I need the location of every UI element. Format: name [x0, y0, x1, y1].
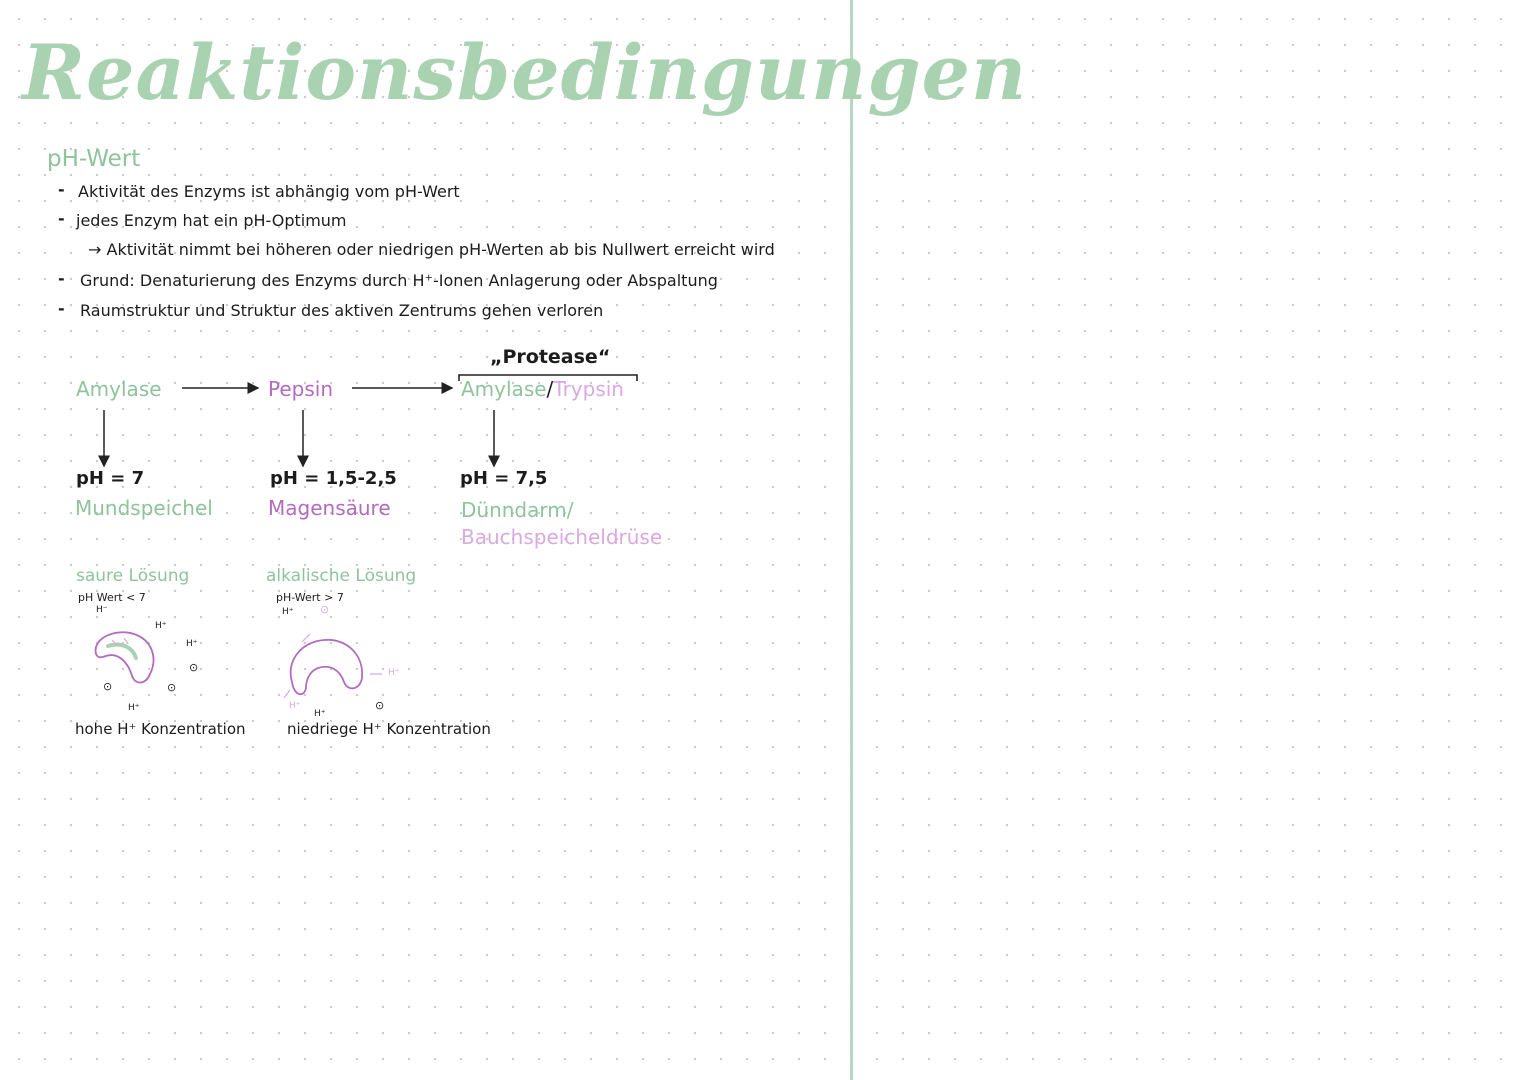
- protease-label: „Protease“: [490, 346, 611, 368]
- enzyme-amylase-trypsin: [461, 377, 624, 401]
- ph-value-amylase: pH = 7: [76, 468, 145, 489]
- enzyme-shape-icon: [282, 634, 392, 706]
- bullet-text: Aktivität des Enzyms ist abhängig vom pH-Wert: [78, 182, 460, 201]
- ion-label: H⁺: [314, 709, 326, 719]
- ph-value-trypsin: pH = 7,5: [460, 468, 548, 489]
- ion-label: H⁺: [388, 668, 400, 678]
- bullet-marker: -: [58, 269, 65, 288]
- ion-label: H⁺: [155, 621, 167, 631]
- page-title: Reaktionsbedingungen: [22, 28, 1028, 117]
- ion-label: H⁺: [186, 639, 198, 649]
- enzyme-pepsin: Pepsin: [268, 377, 333, 401]
- acid-caption: hohe H⁺ Konzentration: [75, 720, 246, 738]
- bullet-text: jedes Enzym hat ein pH-Optimum: [76, 211, 347, 230]
- alkaline-solution-heading: alkalische Lösung: [266, 566, 417, 586]
- bullet-text: Grund: Denaturierung des Enzyms durch H⁺-Ionen Anlagerung oder Abspaltung: [80, 271, 718, 290]
- charge-icon: ⊙: [320, 603, 330, 616]
- bullet-text: Raumstruktur und Struktur des aktiven Zentrums gehen verloren: [80, 301, 604, 320]
- charge-icon: ⊙: [375, 699, 385, 712]
- enzyme-amylase-2: Amylase: [461, 377, 547, 401]
- enzyme-trypsin: Trypsin: [553, 377, 624, 401]
- section-heading: pH-Wert: [47, 146, 141, 172]
- ion-label: H⁺: [289, 701, 301, 711]
- bullet-marker: -: [58, 180, 65, 199]
- alkaline-condition: pH-Wert > 7: [276, 591, 344, 604]
- charge-icon: ⊙: [189, 661, 199, 674]
- charge-icon: ⊙: [103, 680, 113, 693]
- charge-icon: ⊙: [167, 681, 177, 694]
- location-magensaeure: Magensäure: [268, 496, 391, 520]
- page-divider: [850, 0, 853, 1080]
- ph-value-pepsin: pH = 1,5-2,5: [270, 468, 397, 489]
- location-mundspeichel: Mundspeichel: [75, 496, 213, 520]
- enzyme-amylase: Amylase: [76, 377, 162, 401]
- bullet-marker: -: [58, 209, 65, 228]
- bullet-marker: -: [58, 299, 65, 318]
- enzyme-separator: /: [546, 377, 554, 401]
- alkaline-caption: niedriege H⁺ Konzentration: [287, 720, 491, 738]
- ion-label: H⁺: [282, 607, 294, 617]
- ion-label: H⁺: [128, 703, 140, 713]
- acid-condition: pH Wert < 7: [78, 591, 146, 604]
- enzyme-shape-icon: [88, 624, 164, 688]
- ion-label: H⁻: [96, 605, 108, 615]
- location-duenndarm: Dünndarm/: [461, 498, 574, 522]
- bullet-subpoint: → Aktivität nimmt bei höheren oder niedrigen pH-Werten ab bis Nullwert erreicht wird: [88, 240, 775, 259]
- acid-solution-heading: saure Lösung: [76, 566, 190, 586]
- location-bauchspeicheldruese: Bauchspeicheldrüse: [461, 525, 663, 549]
